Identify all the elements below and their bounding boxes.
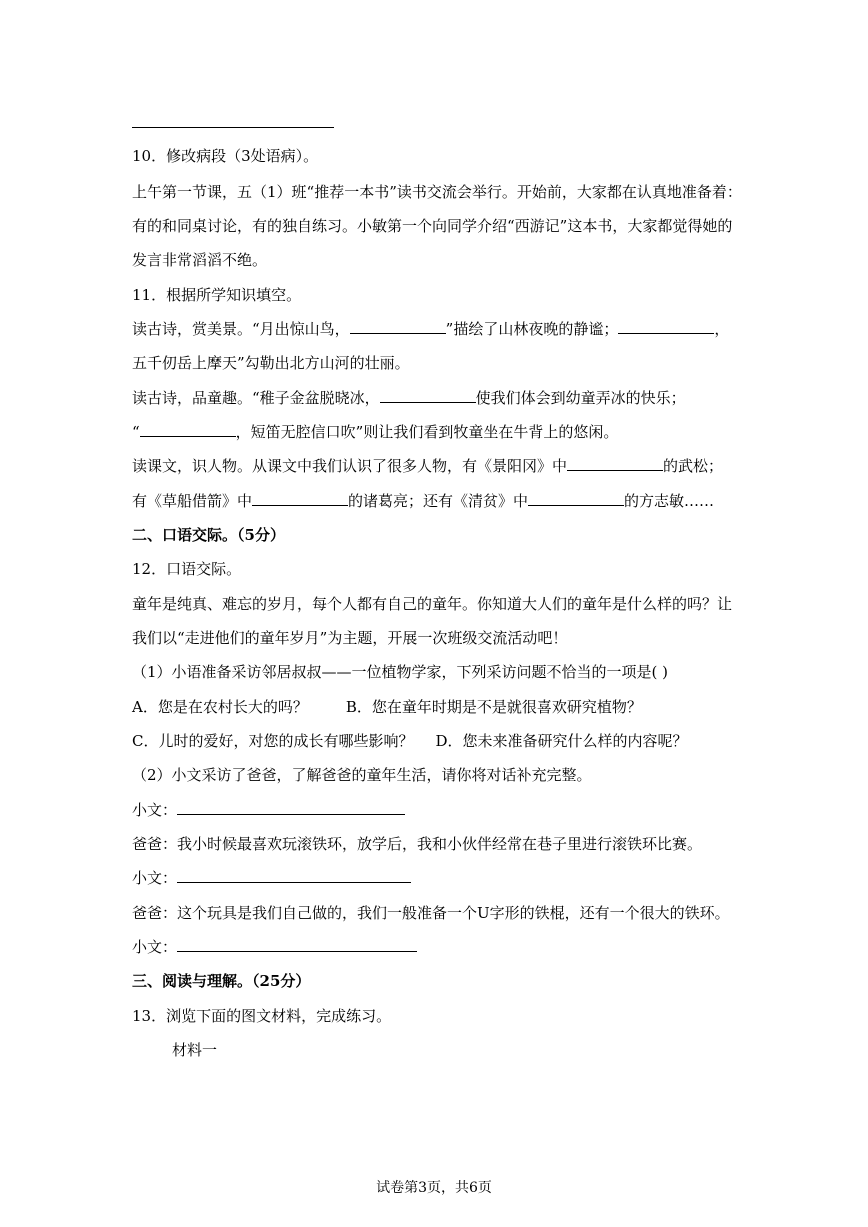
fill-blank[interactable] [380, 388, 476, 403]
q12-options-row-1 [132, 697, 642, 717]
q11-text: 读古诗，赏美景。“月出惊山鸟， [132, 320, 350, 338]
speaker-label: 小文： [132, 801, 178, 819]
q11-line-4 [132, 422, 618, 442]
fill-blank[interactable] [140, 422, 236, 437]
q12-intro-2: 我们以“走进他们的童年岁月”为主题，开展一次班级交流活动吧！ [132, 629, 568, 647]
dialog-blank[interactable] [177, 937, 417, 952]
q13-title: 13．浏览下面的图文材料，完成练习。 [132, 1007, 392, 1025]
fill-blank[interactable] [567, 456, 663, 471]
dialog-blank[interactable] [177, 868, 411, 883]
section-2-heading: 二、口语交际。（5分） [132, 526, 285, 544]
fill-blank[interactable] [528, 491, 624, 506]
option-a[interactable]: A．您是在农村长大的吗？ [132, 698, 308, 716]
q11-text: “ [132, 423, 140, 441]
dialog-blank[interactable] [177, 800, 405, 815]
q11-line-2: 五千仞岳上摩天”勾勒出北方山河的壮丽。 [132, 354, 410, 372]
q11-text: 的方志敏…… [624, 492, 715, 510]
q11-line-3 [132, 388, 686, 408]
q11-text: ”描绘了山林夜晚的静谧； [445, 320, 619, 338]
q11-text: 使我们体会到幼童弄冰的快乐； [475, 389, 686, 407]
option-b[interactable]: B．您在童年时期是不是就很喜欢研究植物？ [345, 698, 642, 716]
dialog-baba-1: 爸爸：我小时候最喜欢玩滚铁环，放学后，我和小伙伴经常在巷子里进行滚铁环比赛。 [132, 835, 703, 853]
section-3-heading: 三、阅读与理解。（25分） [132, 972, 311, 990]
dialog-xiaowen-2 [132, 868, 411, 888]
q12-options-row-2 [132, 731, 688, 751]
q10-line-1: 上午第一节课，五（1）班“推荐一本书”读书交流会举行。开始前，大家都在认真地准备着： [132, 183, 742, 201]
q12-sub-1: （1）小语准备采访邻居叔叔——一位植物学家，下列采访问题不恰当的一项是( ) [132, 663, 669, 681]
q11-text: ， [714, 320, 730, 338]
fill-blank[interactable] [252, 491, 348, 506]
answer-line-top [132, 127, 334, 128]
q12-title: 12．口语交际。 [132, 560, 242, 578]
fill-blank[interactable] [350, 319, 446, 334]
q11-text: 有《草船借箭》中 [132, 492, 253, 510]
q10-line-3: 发言非常滔滔不绝。 [132, 251, 268, 269]
q11-text: 读课文，识人物。从课文中我们认识了很多人物，有《景阳冈》中 [132, 457, 568, 475]
option-d[interactable]: D．您未来准备研究什么样的内容呢？ [435, 732, 688, 750]
q11-title: 11．根据所学知识填空。 [132, 286, 302, 304]
option-c[interactable]: C．儿时的爱好，对您的成长有哪些影响？ [132, 732, 414, 750]
q12-sub-2: （2）小文采访了爸爸，了解爸爸的童年生活，请你将对话补充完整。 [132, 766, 592, 784]
q11-line-6 [132, 491, 714, 511]
q11-text: ，短笛无腔信口吹”则让我们看到牧童坐在牛背上的悠闲。 [235, 423, 619, 441]
q12-intro-1: 童年是纯真、难忘的岁月，每个人都有自己的童年。你知道大人们的童年是什么样的吗？让 [132, 595, 733, 613]
material-label: 材料一 [172, 1041, 218, 1059]
q11-text: 的武松； [663, 457, 724, 475]
speaker-label: 小文： [132, 938, 178, 956]
dialog-baba-2: 爸爸：这个玩具是我们自己做的，我们一般准备一个U字形的铁棍，还有一个很大的铁环。 [132, 904, 730, 922]
q11-text: 的诸葛亮；还有《清贫》中 [348, 492, 529, 510]
fill-blank[interactable] [618, 319, 714, 334]
dialog-xiaowen-1 [132, 800, 405, 820]
q10-line-2: 有的和同桌讨论，有的独自练习。小敏第一个向同学介绍“西游记”这本书，大家都觉得她的 [132, 217, 733, 235]
page-footer: 试卷第3页，共6页 [376, 1180, 492, 1196]
speaker-label: 小文： [132, 869, 178, 887]
q11-text: 读古诗，品童趣。“稚子金盆脱晓冰， [132, 389, 380, 407]
dialog-xiaowen-3 [132, 937, 417, 957]
q11-line-1 [132, 319, 729, 339]
q10-title: 10．修改病段（3处语病）。 [132, 147, 319, 165]
q11-line-5 [132, 456, 723, 476]
